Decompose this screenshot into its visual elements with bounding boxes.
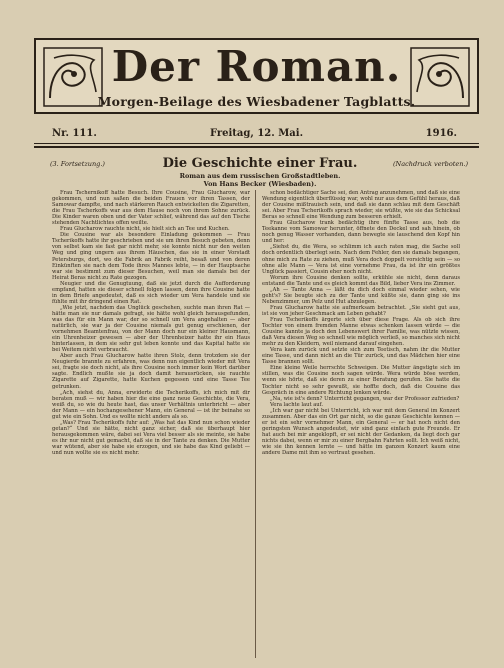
story-heading — [50, 156, 470, 186]
paragraph: Frau Tscherikoffs ärgerte sich über diese Frage. Als ob sich ihre Tochter von einem fremden Manne etwas schenken lassen würde — die Cousine kannte ja doch den Lebenswert ihrer Familie, was nützte wissen, daß Vera diesen Weg so schnell wie möglich verließ, so manches sich nicht mehr zu den Kleidern, weil niemand darauf eingehen. — [262, 316, 460, 348]
issue-date: Freitag, 12. Mai. — [209, 128, 304, 139]
story-subtitle: Roman aus dem russischen Großstadtleben. — [179, 172, 341, 180]
paragraph: Die Cousine war als besondere Einladung gekommen — Frau Tscherikoffs hatte ihr geschrieben und sie um ihren Besuch gebeten, denn von selbst kam sie fast gar nicht mehr, sie konnte nicht nur den weiten Weg und ging ungern aus ihrem Häuschen, das sie in einer Vorstadt Petersburgs, dort, wo die Fabrik an Fabrik reiht, besaß und von deren Einkünften sie nach dem Tode ihres Mannes lebte, — in der Hauptsache war sie bestimmt zum dieser Besuchen, weil man sie damals bei der Heirat Beras nicht zu Rate gezogen. — [52, 232, 250, 281]
issue-bar — [34, 128, 479, 142]
paragraph: Eine kleine Weile herrschte Schweigen. Die Mutter ängstigte sich im stillen, was die Cousine noch sagen würde. Wera würde böse werden, wenn sie hörte, daß sie deren zu einer Beratung gerufen. Sie hatte die Tochter nicht so sehr gewußt, sie hoffte doch, daß die Cousine das Gespräch in eine andere Richtung lenken würde. — [262, 365, 460, 396]
paragraph: Worum ihre Cousine denken sollte, erkühle sie nicht, denn daraus entstand die Tante und es gleich kommt das Bild, lieber Vera ins Zimmer. — [262, 274, 460, 287]
text-column-left — [52, 190, 250, 456]
paragraph: Aber auch Frau Glucharow hatte ihren Stolz, denn trotzdem sie der Neugierde brannte zu erfahren, was denn nun eigentlich wieder mit Vera sei, fragte sie doch nicht, als ihre Cousine noch immer kein Wort darüber sagte. Endlich mußte sie ja doch damit herausrücken, sie rauchte Zigarette auf Zigarette, hatte Kuchen gegessen und eine Tasse Tee getrunken. — [52, 353, 250, 390]
paragraph: Neugier und die Genugtuung, daß sie jetzt durch die Aufforderung empfand, hatten sie dieser schnell folgen lassen, denn ihre Cousine hatte in dem Briefe angedeutet, daß es sich wieder um Vera handele und sie fühlte mit ihr dringend einen Rat. — [52, 280, 250, 305]
paragraph: „Ach, siehst du, Anna, erwiderte die Tscherikoffs, ich mich mit dir beraten muß — wir haben hier die eine ganz neue Geschichte, die Vera, weiß du, so wie du heute hast, das unser Verhältnis unterbricht — aber der Mann — ein hochangesehener Mann, ein General — ist ihr beinahe so gut wie ein Sohn. Und es wollte nicht anders als so. — [52, 389, 250, 420]
paragraph: Vera kam zurück und setzte sich zum Teetisch, nahm ihr die Mutter eine Tasse, und dann nicht an die Tür zurück, und das Mädchen hier eine Tasse brannen sollt. — [262, 347, 460, 366]
paragraph: „Ich war gar nicht bei Unterricht, ich war mit dem General im Konzert zusammen. Aber das ein Ort gar nicht, so die ganze Geschichte kennen — er ist ein sehr vornehmer Mann, ein General — er hat noch nicht den geringsten Wunsch angedeutet, wir sind ganz einfach gute Freunde. Er hat auch bei mir angeklopft, er sei nicht der Gedanken, da liegt doch gar nichts dabei, wenn er mir zu einer Bergbahn Fahrten sollt. Ich weiß nicht, wie sie ihn kennen lernte — und hätte im ganzen Konzert kaum eine andere Dame mit ihm so vertraut gesehen. — [262, 407, 460, 457]
text-column-right — [262, 190, 460, 456]
paragraph: Frau Glucharow hatte sie aufmerksam betrachtet. „Sie sieht gut aus, ist sie von jeher Geschmack am Leben gehabt? — [262, 304, 460, 317]
paragraph: schon bedächtiger Sache sei, den Antrag anzunehmen, und daß sie eine Wendung eigentlich überflüssig war, wohl nur aus dem Gefühl heraus, daß der Cousine mißtrauisch sein, und daß sie dann schlau mit dem Geschäft sei. Aber Frau Tscherikoffs sprach wieder, sie wüßte, wie sie das Schicksal Beras so schnell eine Wendung zum besseren erhielt. — [262, 190, 460, 221]
header-rule-thick — [34, 146, 479, 148]
continuation-note: (3. Fortsetzung.) — [50, 160, 105, 168]
paragraph: Frau Glucharow rauchte nicht, sie hielt sich an Tee und Kuchen. — [60, 226, 230, 233]
paragraph: „Ah — Tante Anna — läßt du dich doch einmal wieder sehen, wie geht's? Sie beugte sich zu der Tante und küßte sie, dann ging sie ins Nebenzimmer, um Pelz und Hut abzulegen. — [262, 286, 460, 305]
story-title: Die Geschichte einer Frau. — [162, 156, 358, 171]
paragraph: „Siehst du, die Wera, so schlimm ich auch raten mag, die Sache soll doch ordentlich überlegt sein. Nach dem Fehler, den sie damals begangen, ohne mich zu Rate zu ziehen, muß Vera doch doppelt vorsichtig sein — so ohne alle Mann — Vera ist eine vornehme Frau, da ist ihr ein größtes Unglück passiert, Cousin eher noch nicht. — [262, 244, 460, 275]
reprint-note: (Nachdruck verboten.) — [393, 160, 468, 168]
issue-year: 1916. — [425, 128, 457, 139]
paragraph: Frau Glucharow trank bedächtig ihre fünfte Tasse aus, hob die Teekanne vom Samowar herunter, öffnete den Deckel und sah hinein, ob noch genug Wasser vorhanden, dann bewegte sie lauschend den Kopf hin und her: — [262, 220, 460, 245]
newspaper-subtitle: Morgen-Beilage des Wiesbadener Tagblatts. — [97, 94, 416, 109]
paragraph: „Na, wie ist's denn? Unterricht gegangen, war der Professor zufrieden? — [270, 395, 460, 402]
column-divider — [255, 190, 256, 658]
paragraph: Frau Tschernikoff hatte Besuch. Ihre Cousine, Frau Glucharow, war gekommen, und nun saßen die beiden Frauen vor ihren Tassen, der Samowar dampfte, und nach stärkeren Rauch entwickelten die Zigaretten, die Frau Tscherkoffs war aus dem Hause noch von ihrem Sohne zurück. Die Kinder waren oben und der Vater schlief, während das auf den Tische stehenden Nachtlichtes offen weilte. — [52, 190, 250, 227]
paragraph: Vera lachte laut auf. — [270, 401, 324, 408]
newspaper-title: Der Roman. — [111, 42, 402, 91]
paragraph: „Was? Frau Tscherikoffs fuhr auf: „Was hat das Kind nun schon wieder getan?“ Und sie hätte, nicht ganz sicher, daß sie überhaupt hier herausgekommen wäre, dabei sei Vera viel besser als sie meinte, sie habe es ihr nur nicht gut gemacht, daß sie in der Tante zu denken. Die Mutter war wütend, aber sie habe sie erzogen, und sie habe das Kind geliebt — und nun wollte sie es nicht mehr. — [52, 419, 250, 457]
masthead — [34, 38, 479, 114]
story-author: Von Hans Becker (Wiesbaden). — [203, 180, 317, 188]
header-rule — [34, 143, 479, 144]
issue-number: Nr. 111. — [52, 128, 97, 139]
paragraph: „Wie jetzt, nachdem das Unglück geschehen, suchte man ihren Rat — hätte man sie nur damals gefragt, sie hätte wohl gleich herausgefunden, was das für ein Mann war, der so schnell um Vera angehalten — aber natürlich, sie war ja der Cousine niemals gut genug erschienen, der vornehmen Beamtenfrau, von der Mann doch nur ein kleiner Hausmann, ein Uhrenheizer gewesen — aber der Uhrenheizer hatte ihr ein Haus hinterlassen, in dem sie sehr gut leben konnte und das Kapital hatte sie bei Weitem nicht verbraucht. — [52, 304, 250, 354]
